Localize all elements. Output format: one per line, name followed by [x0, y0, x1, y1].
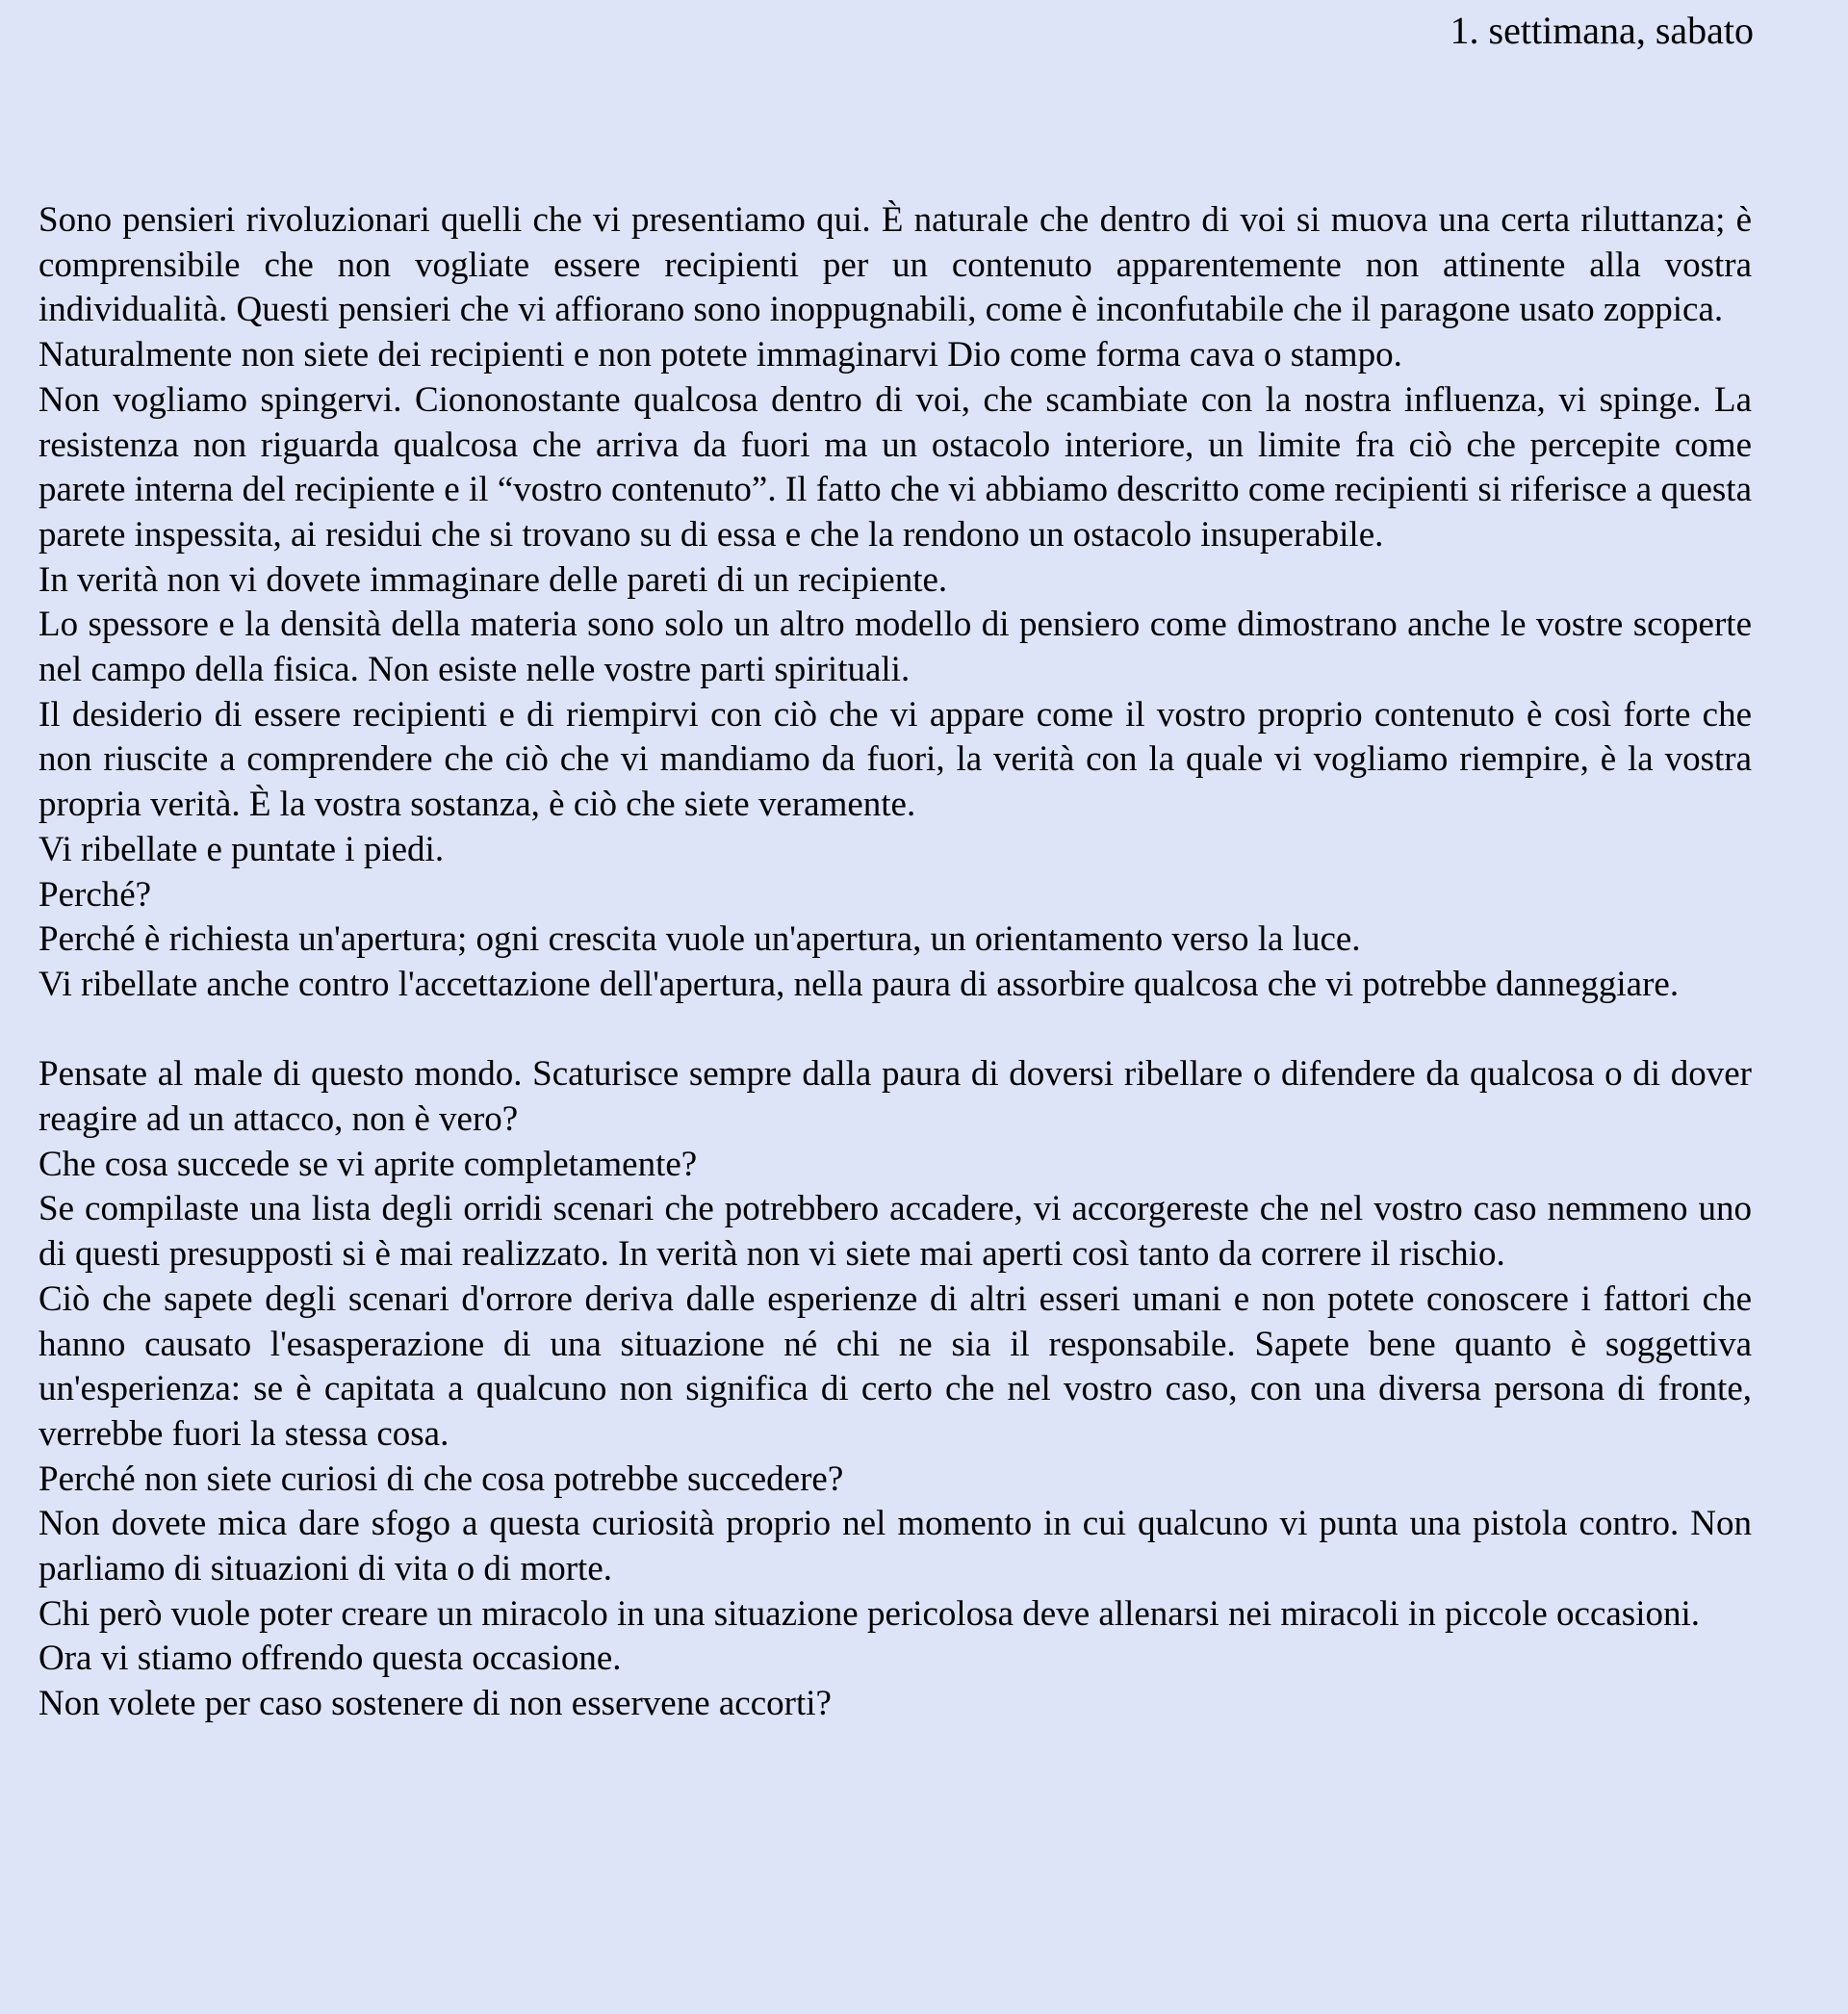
- paragraph: Perché è richiesta un'apertura; ogni crescita vuole un'apertura, un orientamento verso la luce.: [38, 919, 1361, 960]
- paragraph: Non vogliamo spingervi. Ciononostante qualcosa dentro di voi, che scambiate con la nostra influenza, vi spinge. La resistenza non riguarda qualcosa che arriva da fuori ma un ostacolo interiore, un limite fra ciò che percepite come parete interna del recipiente e il “vostro contenuto”. Il fatto che vi abbiamo descritto come recipienti si riferisce a questa parete inspessita, ai residui che si trovano su di essa e che la rendono un ostacolo insuperabile.: [38, 379, 1752, 555]
- paragraph: Perché non siete curiosi di che cosa potrebbe succedere?: [38, 1459, 844, 1499]
- paragraph: Naturalmente non siete dei recipienti e non potete immaginarvi Dio come forma cava o stampo.: [38, 335, 1402, 375]
- chapter-date-label: 1. settimana, sabato: [1450, 9, 1754, 52]
- paragraph: Lo spessore e la densità della materia sono solo un altro modello di pensiero come dimostrano anche le vostre scoperte nel campo della fisica. Non esiste nelle vostre parti spirituali.: [38, 605, 1752, 690]
- paragraph: Che cosa succede se vi aprite completamente?: [38, 1144, 698, 1184]
- paragraph: Se compilaste una lista degli orridi scenari che potrebbero accadere, vi accorgereste che nel vostro caso nemmeno uno di questi presupposti si è mai realizzato. In verità non vi siete mai aperti così tanto da correre il rischio.: [38, 1189, 1752, 1275]
- paragraph: Il desiderio di essere recipienti e di riempirvi con ciò che vi appare come il vostro proprio contenuto è così forte che non riuscite a comprendere che ciò che vi mandiamo da fuori, la verità con la quale vi vogliamo riempire, è la vostra propria verità. È la vostra sostanza, è ciò che siete veramente.: [38, 694, 1752, 825]
- paragraph: Non volete per caso sostenere di non esservene accorti?: [38, 1684, 832, 1724]
- paragraph: Non dovete mica dare sfogo a questa curiosità proprio nel momento in cui qualcuno vi punta una pistola contro. Non parliamo di situazioni di vita o di morte.: [38, 1504, 1752, 1589]
- body-text: [0, 198, 1848, 1727]
- paragraph: Perché?: [38, 874, 152, 915]
- paragraph: Ciò che sapete degli scenari d'orrore deriva dalle esperienze di altri esseri umani e non potete conoscere i fattori che hanno causato l'esasperazione di una situazione né chi ne sia il responsabile. Sapete bene quanto è soggettiva un'esperienza: se è capitata a qualcuno non significa di certo che nel vostro caso, con una diversa persona di fronte, verrebbe fuori la stessa cosa.: [38, 1278, 1752, 1454]
- paragraph: Vi ribellate e puntate i piedi.: [38, 829, 445, 869]
- paragraph: Sono pensieri rivoluzionari quelli che vi presentiamo qui. È naturale che dentro di voi si muova una certa riluttanza; è comprensibile che non vogliate essere recipienti per un contenuto apparentemente non attinente alla vostra individualità. Questi pensieri che vi affiorano sono inoppugnabili, come è inconfutabile che il paragone usato zoppica.: [38, 200, 1752, 330]
- paragraph: Vi ribellate anche contro l'accettazione dell'apertura, nella paura di assorbire qualcosa che vi potrebbe danneggiare.: [38, 964, 1680, 1004]
- paragraph: Pensate al male di questo mondo. Scaturisce sempre dalla paura di doversi ribellare o difendere da qualcosa o di dover reagire ad un attacco, non è vero?: [38, 1054, 1752, 1140]
- paragraph: Chi però vuole poter creare un miracolo in una situazione pericolosa deve allenarsi nei miracoli in piccole occasioni.: [38, 1593, 1701, 1634]
- page-header: [0, 0, 1848, 54]
- paragraph: Ora vi stiamo offrendo questa occasione.: [38, 1639, 622, 1679]
- paragraph: In verità non vi dovete immaginare delle pareti di un recipiente.: [38, 559, 948, 600]
